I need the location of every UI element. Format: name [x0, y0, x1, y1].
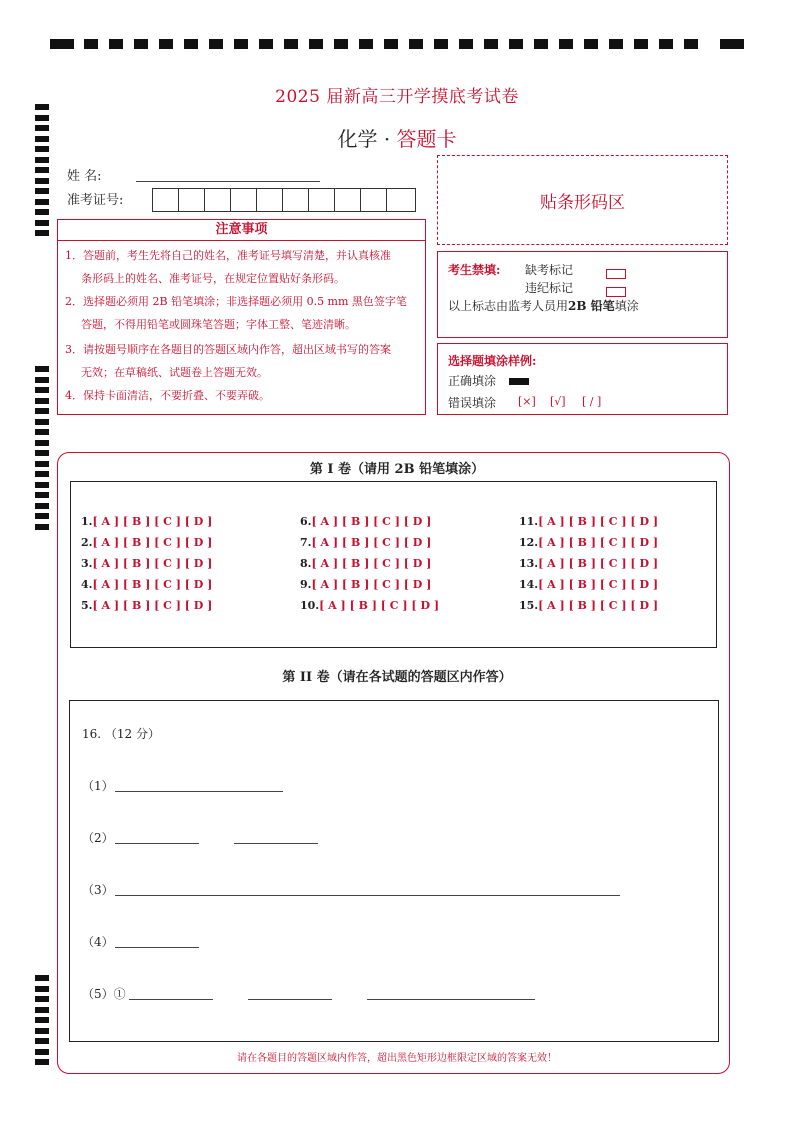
timing-mark — [134, 39, 148, 49]
side-timing-mark — [35, 230, 49, 236]
timing-mark — [209, 39, 223, 49]
name-label: 姓 名: — [67, 169, 102, 184]
q16-part-label: （4） — [82, 935, 114, 949]
exam-id-digit-box[interactable] — [334, 188, 361, 212]
wrong-label: 错误填涂 — [448, 396, 497, 410]
notice-line: 条形码上的姓名、准考证号，在规定位置贴好条形码。 — [81, 272, 345, 285]
fill-sample-box — [437, 343, 728, 415]
exam-id-digit-box[interactable] — [360, 188, 387, 212]
side-timing-mark — [35, 377, 49, 383]
side-timing-mark — [35, 986, 49, 992]
notice-line: 答题，不得用铅笔或圆珠笔答题；字体工整、笔迹清晰。 — [81, 318, 356, 331]
side-timing-mark — [35, 419, 49, 425]
violation-label: 违纪标记 — [525, 281, 574, 295]
mc-question[interactable]: 1.[ A ] [ B ] [ C ] [ D ] — [81, 515, 213, 528]
notice-line: 无效；在草稿纸、试题卷上答题无效。 — [81, 366, 268, 379]
id-label: 准考证号: — [67, 193, 124, 208]
timing-mark — [109, 39, 123, 49]
sample-title: 选择题填涂样例: — [448, 354, 537, 368]
notice-title: 注意事项 — [57, 219, 426, 241]
side-timing-mark — [35, 492, 49, 498]
timing-mark — [234, 39, 248, 49]
answer-line[interactable] — [115, 947, 199, 948]
side-timing-mark — [35, 188, 49, 194]
timing-mark — [284, 39, 298, 49]
wrong-mark: [×] — [518, 395, 536, 408]
notice-line: 3．请按题号顺序在各题目的答题区域内作答，超出区域书写的答案 — [65, 343, 391, 356]
mc-question[interactable]: 9.[ A ] [ B ] [ C ] [ D ] — [300, 578, 432, 591]
timing-mark — [459, 39, 473, 49]
side-timing-mark — [35, 408, 49, 414]
absent-label: 缺考标记 — [525, 263, 574, 277]
wrong-mark: [ / ] — [582, 395, 602, 408]
timing-mark — [50, 39, 74, 49]
forbid-label: 考生禁填: — [448, 263, 501, 277]
barcode-area — [437, 155, 728, 245]
timing-mark — [534, 39, 548, 49]
answer-line[interactable] — [234, 843, 318, 844]
answer-line[interactable] — [115, 791, 283, 792]
side-timing-mark — [35, 199, 49, 205]
mc-question[interactable]: 3.[ A ] [ B ] [ C ] [ D ] — [81, 557, 213, 570]
q16-part-label: （3） — [82, 883, 114, 897]
side-timing-mark — [35, 178, 49, 184]
exam-id-digit-box[interactable] — [178, 188, 205, 212]
side-timing-mark — [35, 387, 49, 393]
exam-id-digit-box[interactable] — [308, 188, 335, 212]
side-timing-mark — [35, 167, 49, 173]
exam-id-digit-box[interactable] — [204, 188, 231, 212]
timing-mark — [359, 39, 373, 49]
notice-line: 2．选择题必须用 2B 铅笔填涂；非选择题必须用 0.5 mm 黑色签字笔 — [65, 295, 407, 308]
side-timing-mark — [35, 220, 49, 226]
q16-part-label: （2） — [82, 831, 114, 845]
timing-mark — [334, 39, 348, 49]
side-timing-mark — [35, 450, 49, 456]
mc-question[interactable]: 2.[ A ] [ B ] [ C ] [ D ] — [81, 536, 213, 549]
side-timing-mark — [35, 996, 49, 1002]
mc-question[interactable]: 5.[ A ] [ B ] [ C ] [ D ] — [81, 599, 213, 612]
notice-box — [57, 241, 426, 415]
side-timing-mark — [35, 524, 49, 530]
side-timing-mark — [35, 975, 49, 981]
exam-id-digit-box[interactable] — [152, 188, 179, 212]
side-timing-mark — [35, 503, 49, 509]
mc-question[interactable]: 12.[ A ] [ B ] [ C ] [ D ] — [519, 536, 659, 549]
mc-question[interactable]: 13.[ A ] [ B ] [ C ] [ D ] — [519, 557, 659, 570]
subject-dot: · — [383, 127, 391, 151]
mc-question[interactable]: 14.[ A ] [ B ] [ C ] [ D ] — [519, 578, 659, 591]
section-1-title: 第 I 卷（请用 2B 铅笔填涂） — [309, 462, 485, 477]
side-timing-mark — [35, 1007, 49, 1013]
timing-mark — [434, 39, 448, 49]
mc-question[interactable]: 8.[ A ] [ B ] [ C ] [ D ] — [300, 557, 432, 570]
side-timing-mark — [35, 440, 49, 446]
timing-mark — [559, 39, 573, 49]
mc-question[interactable]: 15.[ A ] [ B ] [ C ] [ D ] — [519, 599, 659, 612]
exam-id-digit-box[interactable] — [282, 188, 309, 212]
timing-mark — [259, 39, 273, 49]
timing-mark — [659, 39, 673, 49]
side-timing-mark — [35, 398, 49, 404]
exam-title: 2025 届新高三开学摸底考试卷 — [275, 87, 519, 107]
side-timing-mark — [35, 1017, 49, 1023]
side-timing-mark — [35, 1028, 49, 1034]
q16-title: 16. （12 分） — [82, 727, 160, 741]
timing-mark — [84, 39, 98, 49]
answer-line[interactable] — [248, 999, 332, 1000]
timing-mark — [409, 39, 423, 49]
exam-id-digit-box[interactable] — [256, 188, 283, 212]
correct-fill-sample — [509, 378, 529, 385]
timing-mark — [634, 39, 648, 49]
answer-line[interactable] — [115, 843, 199, 844]
mc-question[interactable]: 7.[ A ] [ B ] [ C ] [ D ] — [300, 536, 432, 549]
correct-label: 正确填涂 — [448, 374, 497, 388]
name-field[interactable] — [136, 181, 320, 182]
candidate-forbid-box — [437, 251, 728, 338]
exam-id-digit-box[interactable] — [386, 188, 416, 212]
footer-warning: 请在各题目的答题区域内作答，超出黑色矩形边框限定区域的答案无效！ — [237, 1053, 557, 1064]
timing-mark — [159, 39, 173, 49]
timing-mark — [184, 39, 198, 49]
side-timing-mark — [35, 366, 49, 372]
side-timing-mark — [35, 209, 49, 215]
timing-mark — [384, 39, 398, 49]
side-timing-mark — [35, 1038, 49, 1044]
side-timing-mark — [35, 429, 49, 435]
forbid-note: 以上标志由监考人员用2B 铅笔填涂 — [448, 299, 639, 313]
subject-title — [0, 123, 794, 152]
answer-line[interactable] — [115, 895, 620, 896]
timing-mark — [309, 39, 323, 49]
absent-mark-box[interactable] — [606, 263, 626, 282]
side-timing-mark — [35, 157, 49, 163]
q16-answer-box — [69, 700, 719, 1042]
mc-question[interactable]: 6.[ A ] [ B ] [ C ] [ D ] — [300, 515, 432, 528]
mc-question[interactable]: 11.[ A ] [ B ] [ C ] [ D ] — [519, 515, 659, 528]
mc-question[interactable]: 10.[ A ] [ B ] [ C ] [ D ] — [300, 599, 440, 612]
q16-part-label: （1） — [82, 779, 114, 793]
subject-sub: 答题卡 — [396, 127, 457, 151]
subject-main: 化学 — [337, 127, 378, 151]
answer-line[interactable] — [129, 999, 213, 1000]
section-2-title: 第 II 卷（请在各试题的答题区内作答） — [282, 670, 512, 685]
notice-line: 1．答题前，考生先将自己的姓名，准考证号填写清楚，并认真核准 — [65, 249, 391, 262]
timing-mark — [509, 39, 523, 49]
side-timing-mark — [35, 513, 49, 519]
timing-mark — [684, 39, 698, 49]
mc-question[interactable]: 4.[ A ] [ B ] [ C ] [ D ] — [81, 578, 213, 591]
timing-mark — [484, 39, 498, 49]
side-timing-mark — [35, 115, 49, 121]
timing-mark — [609, 39, 623, 49]
barcode-label: 贴条形码区 — [540, 193, 625, 213]
timing-mark — [720, 39, 744, 49]
notice-line: 4．保持卡面清洁，不要折叠、不要弄破。 — [65, 389, 270, 402]
answer-line[interactable] — [367, 999, 535, 1000]
timing-mark — [584, 39, 598, 49]
wrong-mark: [√] — [550, 395, 566, 408]
side-timing-mark — [35, 482, 49, 488]
exam-id-digit-box[interactable] — [230, 188, 257, 212]
q16-part-label: （5）① — [82, 987, 126, 1001]
